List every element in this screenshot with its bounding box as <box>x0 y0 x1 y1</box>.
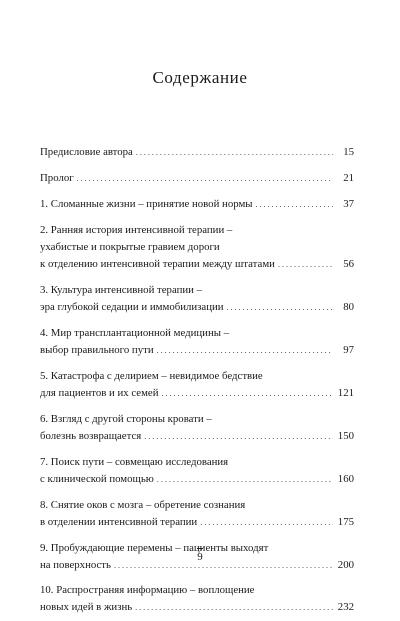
toc-entry <box>40 144 354 161</box>
toc-entry-text: эра глубокой седации и иммобилизации <box>40 301 224 313</box>
toc-entry <box>40 454 354 488</box>
toc-entry-text: 3. Культура интенсивной терапии – <box>40 284 203 296</box>
toc-entry-text: ухабистые и покрытые гравием дороги <box>40 241 220 253</box>
dot-leader <box>157 342 333 359</box>
toc-entry-page-number: 150 <box>337 430 354 442</box>
toc-entry <box>40 411 354 445</box>
toc-entry-page-number: 15 <box>343 146 354 158</box>
toc-entry-line <box>40 325 354 342</box>
toc-entry-text: 2. Ранняя история интенсивной терапии – <box>40 224 233 236</box>
toc-entry <box>40 497 354 531</box>
toc-entry-text: болезнь возвращается <box>40 430 142 442</box>
toc-entry-page-number: 97 <box>343 344 354 356</box>
toc-entry <box>40 170 354 187</box>
toc-list <box>40 144 354 616</box>
dot-leader <box>77 170 333 187</box>
toc-entry-text: для пациентов и их семей <box>40 387 159 399</box>
toc-entry-line <box>40 368 354 385</box>
toc-entry-text: 1. Сломанные жизни – принятие новой нормы <box>40 198 253 210</box>
toc-entry-line <box>40 299 354 316</box>
toc-entry-page-number: 175 <box>337 516 354 528</box>
toc-entry-line <box>40 428 354 445</box>
page-number: 9 <box>197 548 203 564</box>
toc-entry-text: к отделению интенсивной терапии между штатами <box>40 258 275 270</box>
dot-leader <box>278 256 333 273</box>
toc-entry-line <box>40 342 354 359</box>
toc-entry-line <box>40 514 354 531</box>
toc-entry-line <box>40 582 354 599</box>
toc-entry-text: 7. Поиск пути – совмещаю исследования <box>40 456 229 468</box>
toc-entry-text: с клинической помощью <box>40 473 154 485</box>
toc-entry <box>40 582 354 616</box>
toc-entry-page-number: 37 <box>343 198 354 210</box>
toc-entry-text: Пролог <box>40 172 74 184</box>
dot-leader <box>144 428 333 445</box>
toc-entry-page-number: 121 <box>337 387 354 399</box>
toc-entry-page-number: 232 <box>337 601 354 613</box>
toc-entry-line <box>40 282 354 299</box>
toc-entry <box>40 325 354 359</box>
toc-entry-page-number: 200 <box>337 559 354 571</box>
toc-entry-page-number: 80 <box>343 301 354 313</box>
toc-entry-text: выбор правильного пути <box>40 344 154 356</box>
toc-entry-line <box>40 385 354 402</box>
toc-entry-line <box>40 170 354 187</box>
toc-entry <box>40 222 354 273</box>
dot-leader <box>135 599 333 616</box>
toc-entry-line <box>40 497 354 514</box>
toc-entry-page-number: 56 <box>343 258 354 270</box>
toc-entry <box>40 368 354 402</box>
toc-entry-line <box>40 256 354 273</box>
toc-entry-text: 9. Пробуждающие перемены – пациенты выходят <box>40 542 269 554</box>
toc-entry-line <box>40 411 354 428</box>
toc-entry-page-number: 160 <box>337 473 354 485</box>
dot-leader <box>227 299 333 316</box>
toc-entry-text: 10. Распространяя информацию – воплощение <box>40 584 255 596</box>
dot-leader <box>162 385 334 402</box>
toc-entry <box>40 282 354 316</box>
toc-entry-text: 6. Взгляд с другой стороны кровати – <box>40 413 212 425</box>
toc-entry-line <box>40 222 354 239</box>
toc-entry-line <box>40 599 354 616</box>
toc-entry-text: 8. Снятие оков с мозга – обретение сознания <box>40 499 246 511</box>
toc-entry <box>40 196 354 213</box>
dot-leader <box>200 514 333 531</box>
toc-entry-line <box>40 471 354 488</box>
toc-entry-page-number: 21 <box>343 172 354 184</box>
toc-entry-text: новых идей в жизнь <box>40 601 133 613</box>
toc-entry-text: на поверхность <box>40 559 111 571</box>
toc-title: Содержание <box>152 68 248 87</box>
toc-entry-text: в отделении интенсивной терапии <box>40 516 198 528</box>
dot-leader <box>256 196 333 213</box>
toc-entry-text: 4. Мир трансплантационной медицины – <box>40 327 230 339</box>
toc-entry-line <box>40 454 354 471</box>
toc-entry-text: Предисловие автора <box>40 146 133 158</box>
toc-entry-text: 5. Катастрофа с делирием – невидимое бедствие <box>40 370 263 382</box>
page-footer <box>0 548 400 564</box>
toc-entry-line <box>40 239 354 256</box>
dot-leader <box>157 471 333 488</box>
toc-entry-line <box>40 144 354 161</box>
toc-entry-line <box>40 196 354 213</box>
dot-leader <box>136 144 333 161</box>
